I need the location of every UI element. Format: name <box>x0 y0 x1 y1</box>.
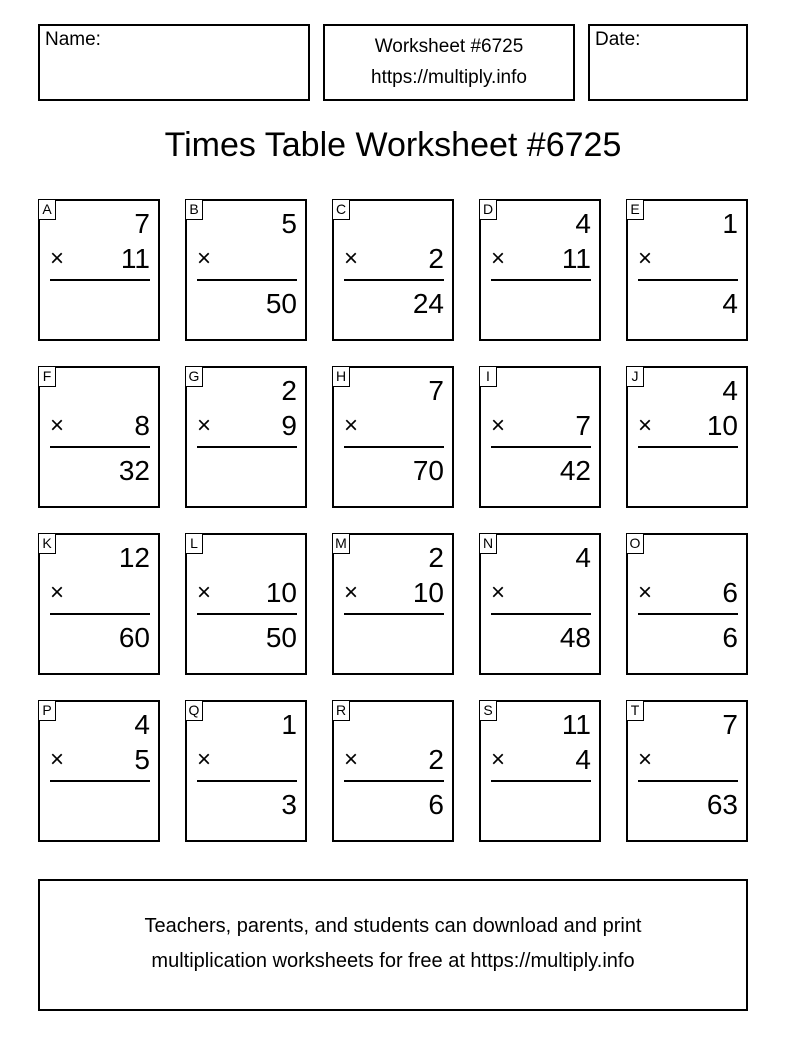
multiply-sign-icon: × <box>638 579 653 606</box>
problem-c <box>332 199 454 341</box>
multiplicand: 1 <box>722 208 738 239</box>
multiply-sign-icon: × <box>491 245 506 272</box>
date-field-box <box>588 24 748 101</box>
problem-m <box>332 533 454 675</box>
multiply-sign-icon: × <box>197 579 212 606</box>
multiply-sign-icon: × <box>344 579 359 606</box>
answer-line <box>638 613 738 615</box>
multiplicand: 5 <box>281 208 297 239</box>
problem-r <box>332 700 454 842</box>
footer-line-1: Teachers, parents, and students can download and print <box>144 915 642 937</box>
multiplicand: 12 <box>118 542 150 573</box>
product: 70 <box>412 455 444 486</box>
problem-label: J <box>626 366 644 387</box>
multiply-sign-icon: × <box>50 245 65 272</box>
problem-j <box>626 366 748 508</box>
problem-label: K <box>38 533 56 554</box>
problem-h <box>332 366 454 508</box>
problem-a <box>38 199 160 341</box>
answer-line <box>197 446 297 448</box>
product: 63 <box>706 789 738 820</box>
multiplicand: 4 <box>722 375 738 406</box>
problem-f <box>38 366 160 508</box>
product: 32 <box>118 455 150 486</box>
answer-line <box>344 780 444 782</box>
multiply-sign-icon: × <box>491 579 506 606</box>
problem-q <box>185 700 307 842</box>
multiply-sign-icon: × <box>491 412 506 439</box>
problem-label: P <box>38 700 56 721</box>
multiplier: 5 <box>134 744 150 775</box>
problem-label: B <box>185 199 203 220</box>
multiply-sign-icon: × <box>491 746 506 773</box>
date-label: Date: <box>595 29 641 50</box>
problem-g <box>185 366 307 508</box>
product: 3 <box>281 789 297 820</box>
multiplicand: 7 <box>428 375 444 406</box>
multiply-sign-icon: × <box>197 746 212 773</box>
problem-label: I <box>479 366 497 387</box>
multiplier: 11 <box>561 243 591 274</box>
answer-line <box>50 780 150 782</box>
multiply-sign-icon: × <box>344 746 359 773</box>
multiplier: 9 <box>281 410 297 441</box>
answer-line <box>638 780 738 782</box>
product: 6 <box>722 622 738 653</box>
answer-line <box>491 279 591 281</box>
problem-d <box>479 199 601 341</box>
product: 42 <box>559 455 591 486</box>
answer-line <box>344 613 444 615</box>
problem-t <box>626 700 748 842</box>
multiplicand: 4 <box>134 709 150 740</box>
problem-label: H <box>332 366 350 387</box>
product: 4 <box>722 288 738 319</box>
multiplier: 10 <box>412 577 444 608</box>
product: 48 <box>559 622 591 653</box>
answer-line <box>197 613 297 615</box>
problem-label: E <box>626 199 644 220</box>
multiplier: 4 <box>575 744 591 775</box>
multiplier: 6 <box>722 577 738 608</box>
multiplier: 10 <box>265 577 297 608</box>
multiplier: 2 <box>428 744 444 775</box>
name-label: Name: <box>45 29 101 50</box>
answer-line <box>491 780 591 782</box>
problem-label: O <box>626 533 644 554</box>
worksheet-info-box <box>323 24 575 101</box>
multiplier: 8 <box>134 410 150 441</box>
multiply-sign-icon: × <box>50 746 65 773</box>
name-field-box <box>38 24 310 101</box>
problem-p <box>38 700 160 842</box>
multiplicand: 7 <box>722 709 738 740</box>
multiply-sign-icon: × <box>638 412 653 439</box>
multiplicand: 11 <box>561 709 591 740</box>
product: 60 <box>118 622 150 653</box>
multiply-sign-icon: × <box>638 746 653 773</box>
product: 50 <box>265 288 297 319</box>
problem-s <box>479 700 601 842</box>
problem-e <box>626 199 748 341</box>
multiply-sign-icon: × <box>197 412 212 439</box>
problem-n <box>479 533 601 675</box>
answer-line <box>638 279 738 281</box>
product: 50 <box>265 622 297 653</box>
multiply-sign-icon: × <box>50 579 65 606</box>
product: 24 <box>412 288 444 319</box>
problem-label: G <box>185 366 203 387</box>
answer-line <box>50 279 150 281</box>
site-url: https://multiply.info <box>371 67 527 88</box>
multiply-sign-icon: × <box>344 245 359 272</box>
multiplicand: 2 <box>428 542 444 573</box>
multiply-sign-icon: × <box>50 412 65 439</box>
problem-label: C <box>332 199 350 220</box>
multiplicand: 1 <box>281 709 297 740</box>
problem-label: R <box>332 700 350 721</box>
multiplicand: 4 <box>575 208 591 239</box>
answer-line <box>197 279 297 281</box>
footer-box <box>38 879 748 1011</box>
problem-label: D <box>479 199 497 220</box>
answer-line <box>344 446 444 448</box>
problem-k <box>38 533 160 675</box>
multiply-sign-icon: × <box>638 245 653 272</box>
problem-l <box>185 533 307 675</box>
multiply-sign-icon: × <box>197 245 212 272</box>
answer-line <box>197 780 297 782</box>
answer-line <box>50 446 150 448</box>
answer-line <box>491 446 591 448</box>
answer-line <box>344 279 444 281</box>
answer-line <box>50 613 150 615</box>
worksheet-number: Worksheet #6725 <box>374 36 524 57</box>
multiplicand: 7 <box>134 208 150 239</box>
problem-label: Q <box>185 700 203 721</box>
problem-label: M <box>332 533 350 554</box>
problem-label: S <box>479 700 497 721</box>
problem-label: T <box>626 700 644 721</box>
footer-line-2: multiplication worksheets for free at https://multiply.info <box>151 950 635 972</box>
multiplicand: 2 <box>281 375 297 406</box>
multiplicand: 4 <box>575 542 591 573</box>
answer-line <box>491 613 591 615</box>
multiplier: 7 <box>575 410 591 441</box>
multiplier: 2 <box>428 243 444 274</box>
problem-label: A <box>38 199 56 220</box>
problem-i <box>479 366 601 508</box>
answer-line <box>638 446 738 448</box>
problem-label: N <box>479 533 497 554</box>
multiplier: 10 <box>706 410 738 441</box>
problem-b <box>185 199 307 341</box>
problem-label: L <box>185 533 203 554</box>
page-title: Times Table Worksheet #6725 <box>164 126 622 164</box>
multiply-sign-icon: × <box>344 412 359 439</box>
problem-label: F <box>38 366 56 387</box>
problem-o <box>626 533 748 675</box>
product: 6 <box>428 789 444 820</box>
multiplier: 11 <box>120 243 150 274</box>
